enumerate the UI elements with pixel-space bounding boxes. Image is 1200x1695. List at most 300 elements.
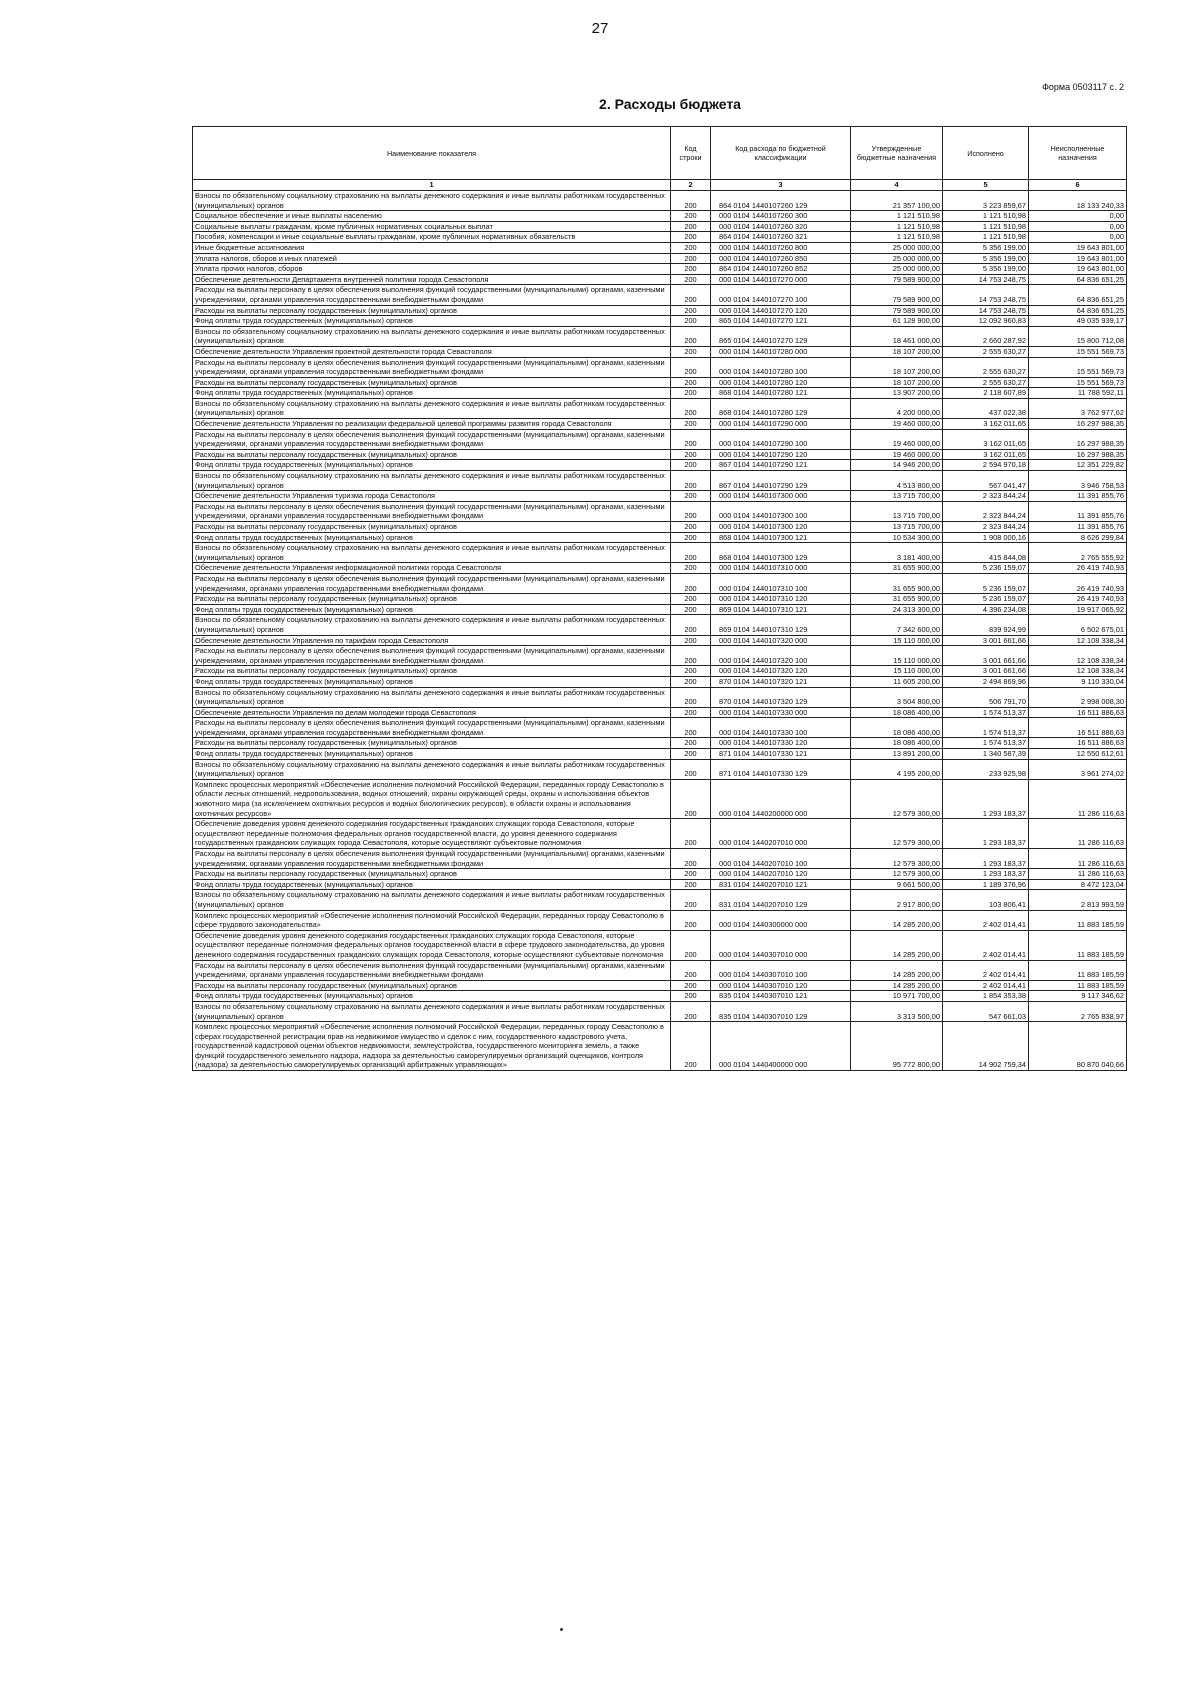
row-name: Расходы на выплаты персоналу в целях обеспечения выполнения функций государственными (муниципальными) органами, казенными учреждениями, органами управления государственными внебюджетными фондами	[193, 357, 671, 377]
row-classification-code: 000 0104 1440300000 000	[711, 910, 851, 930]
row-unexecuted: 16 511 886,63	[1029, 738, 1127, 749]
row-unexecuted: 12 351 229,82	[1029, 460, 1127, 471]
row-approved: 18 107 200,00	[851, 357, 943, 377]
row-unexecuted: 3 946 758,53	[1029, 471, 1127, 491]
row-name: Фонд оплаты труда государственных (муниципальных) органов	[193, 460, 671, 471]
row-name: Социальное обеспечение и иные выплаты населению	[193, 211, 671, 222]
row-line-code: 200	[671, 357, 711, 377]
row-unexecuted: 16 511 886,63	[1029, 718, 1127, 738]
table-row	[193, 522, 1127, 533]
table-row	[193, 191, 1127, 211]
row-executed: 5 356 199,00	[943, 253, 1029, 264]
row-classification-code: 865 0104 1440107270 129	[711, 326, 851, 346]
row-name: Обеспечение деятельности Управления туризма города Севастополя	[193, 491, 671, 502]
row-classification-code: 000 0104 1440107320 120	[711, 666, 851, 677]
row-approved: 4 195 200,00	[851, 759, 943, 779]
row-line-code: 200	[671, 738, 711, 749]
row-classification-code: 000 0104 1440107310 120	[711, 594, 851, 605]
row-unexecuted: 18 133 240,33	[1029, 191, 1127, 211]
row-approved: 2 917 800,00	[851, 890, 943, 910]
row-classification-code: 000 0104 1440107300 100	[711, 501, 851, 521]
row-classification-code: 000 0104 1440207010 100	[711, 849, 851, 869]
row-classification-code: 000 0104 1440107300 120	[711, 522, 851, 533]
row-line-code: 200	[671, 449, 711, 460]
row-name: Фонд оплаты труда государственных (муниципальных) органов	[193, 532, 671, 543]
row-line-code: 200	[671, 563, 711, 574]
row-name: Фонд оплаты труда государственных (муниципальных) органов	[193, 388, 671, 399]
form-code: Форма 0503117 с. 2	[1042, 82, 1124, 92]
row-unexecuted: 3 961 274,02	[1029, 759, 1127, 779]
row-name: Расходы на выплаты персоналу в целях обеспечения выполнения функций государственными (муниципальными) органами, казенными учреждениями, органами управления государственными внебюджетными фондами	[193, 285, 671, 305]
table-row	[193, 305, 1127, 316]
row-approved: 4 200 000,00	[851, 398, 943, 418]
row-executed: 1 189 376,96	[943, 879, 1029, 890]
row-executed: 5 356 199,00	[943, 242, 1029, 253]
row-name: Иные бюджетные ассигнования	[193, 242, 671, 253]
table-row	[193, 221, 1127, 232]
row-executed: 2 118 607,89	[943, 388, 1029, 399]
row-executed: 1 121 510,98	[943, 211, 1029, 222]
row-approved: 1 121 510,98	[851, 211, 943, 222]
row-line-code: 200	[671, 849, 711, 869]
row-approved: 25 000 000,00	[851, 242, 943, 253]
row-name: Взносы по обязательному социальному страхованию на выплаты денежного содержания и иные выплаты работникам государственных (муниципальных) органов	[193, 759, 671, 779]
row-executed: 415 844,08	[943, 543, 1029, 563]
expenses-table	[192, 126, 1127, 1071]
row-unexecuted: 2 813 993,59	[1029, 890, 1127, 910]
row-classification-code: 864 0104 1440107260 129	[711, 191, 851, 211]
row-executed: 2 323 844,24	[943, 522, 1029, 533]
row-unexecuted: 11 286 116,63	[1029, 869, 1127, 880]
table-row	[193, 357, 1127, 377]
table-row	[193, 264, 1127, 275]
row-executed: 12 092 960,83	[943, 316, 1029, 327]
row-classification-code: 869 0104 1440107310 121	[711, 604, 851, 615]
row-approved: 14 946 200,00	[851, 460, 943, 471]
row-executed: 1 293 183,37	[943, 819, 1029, 849]
row-classification-code: 871 0104 1440107330 129	[711, 759, 851, 779]
table-body	[193, 191, 1127, 1071]
row-classification-code: 870 0104 1440107320 129	[711, 687, 851, 707]
row-line-code: 200	[671, 285, 711, 305]
row-line-code: 200	[671, 960, 711, 980]
row-name: Расходы на выплаты персоналу государственных (муниципальных) органов	[193, 980, 671, 991]
column-number: 4	[851, 180, 943, 191]
row-unexecuted: 19 643 801,00	[1029, 242, 1127, 253]
row-unexecuted: 0,00	[1029, 232, 1127, 243]
row-unexecuted: 11 788 592,11	[1029, 388, 1127, 399]
row-classification-code: 869 0104 1440107310 129	[711, 615, 851, 635]
table-row	[193, 646, 1127, 666]
row-line-code: 200	[671, 346, 711, 357]
row-line-code: 200	[671, 666, 711, 677]
row-classification-code: 000 0104 1440107310 000	[711, 563, 851, 574]
row-line-code: 200	[671, 687, 711, 707]
row-unexecuted: 16 297 988,35	[1029, 449, 1127, 460]
row-approved: 10 971 700,00	[851, 991, 943, 1002]
row-name: Обеспечение деятельности Управления проектной деятельности города Севастополя	[193, 346, 671, 357]
row-name: Фонд оплаты труда государственных (муниципальных) органов	[193, 749, 671, 760]
row-approved: 18 107 200,00	[851, 346, 943, 357]
row-unexecuted: 12 108 338,34	[1029, 646, 1127, 666]
row-executed: 3 162 011,65	[943, 449, 1029, 460]
row-executed: 839 924,99	[943, 615, 1029, 635]
row-line-code: 200	[671, 305, 711, 316]
row-line-code: 200	[671, 316, 711, 327]
table-row	[193, 377, 1127, 388]
table-row	[193, 1001, 1127, 1021]
table-row	[193, 738, 1127, 749]
table-row	[193, 930, 1127, 960]
row-approved: 12 579 300,00	[851, 849, 943, 869]
row-line-code: 200	[671, 377, 711, 388]
row-approved: 12 579 300,00	[851, 819, 943, 849]
row-executed: 233 925,98	[943, 759, 1029, 779]
table-row	[193, 532, 1127, 543]
header-executed: Исполнено	[943, 127, 1029, 180]
header-name: Наименование показателя	[193, 127, 671, 180]
header-approved: Утвержденные бюджетные назначения	[851, 127, 943, 180]
row-line-code: 200	[671, 221, 711, 232]
row-unexecuted: 19 643 801,00	[1029, 253, 1127, 264]
row-name: Уплата налогов, сборов и иных платежей	[193, 253, 671, 264]
scan-dot	[560, 1628, 563, 1631]
row-classification-code: 000 0104 1440107280 100	[711, 357, 851, 377]
row-classification-code: 000 0104 1440107260 320	[711, 221, 851, 232]
row-unexecuted: 64 836 651,25	[1029, 285, 1127, 305]
row-line-code: 200	[671, 211, 711, 222]
row-classification-code: 000 0104 1440107320 000	[711, 635, 851, 646]
table-row	[193, 615, 1127, 635]
row-unexecuted: 2 765 838,97	[1029, 1001, 1127, 1021]
row-line-code: 200	[671, 388, 711, 399]
row-classification-code: 831 0104 1440207010 129	[711, 890, 851, 910]
row-executed: 1 574 513,37	[943, 718, 1029, 738]
row-approved: 95 772 800,00	[851, 1022, 943, 1071]
row-classification-code: 864 0104 1440107260 321	[711, 232, 851, 243]
row-name: Уплата прочих налогов, сборов	[193, 264, 671, 275]
row-name: Комплекс процессных мероприятий «Обеспечение исполнения полномочий Российской Федерации, переданных городу Севастополю в сферах государственной регистрации прав на недвижимое имущество и сделок с ним, государственного кадастрового учета, государственной кадастровой оценки объектов недвижимости, землеустройства, государственного мониторинга земель, а также функций государственного земельного надзора, надзора за деятельностью саморегулируемых организаций оценщиков, контроля (надзора) за деятельностью саморегулируемых организаций арбитражных управляющих»	[193, 1022, 671, 1071]
row-name: Фонд оплаты труда государственных (муниципальных) органов	[193, 676, 671, 687]
table-row	[193, 594, 1127, 605]
row-line-code: 200	[671, 869, 711, 880]
row-line-code: 200	[671, 429, 711, 449]
row-name: Расходы на выплаты персоналу в целях обеспечения выполнения функций государственными (муниципальными) органами, казенными учреждениями, органами управления государственными внебюджетными фондами	[193, 429, 671, 449]
row-line-code: 200	[671, 615, 711, 635]
row-unexecuted: 6 502 675,01	[1029, 615, 1127, 635]
row-executed: 2 594 970,18	[943, 460, 1029, 471]
row-name: Социальные выплаты гражданам, кроме публичных нормативных социальных выплат	[193, 221, 671, 232]
row-name: Обеспечение деятельности Управления по реализации федеральной целевой программы развития города Севастополя	[193, 419, 671, 430]
row-name: Расходы на выплаты персоналу в целях обеспечения выполнения функций государственными (муниципальными) органами, казенными учреждениями, органами управления государственными внебюджетными фондами	[193, 849, 671, 869]
row-approved: 31 655 900,00	[851, 594, 943, 605]
column-number: 5	[943, 180, 1029, 191]
row-approved: 19 460 000,00	[851, 419, 943, 430]
row-classification-code: 000 0104 1440107290 000	[711, 419, 851, 430]
row-line-code: 200	[671, 819, 711, 849]
row-unexecuted: 0,00	[1029, 211, 1127, 222]
header-unexecuted: Неисполненные назначения	[1029, 127, 1127, 180]
row-executed: 1 908 000,16	[943, 532, 1029, 543]
table-row	[193, 563, 1127, 574]
row-line-code: 200	[671, 1022, 711, 1071]
row-classification-code: 000 0104 1440400000 000	[711, 1022, 851, 1071]
row-unexecuted: 3 762 977,62	[1029, 398, 1127, 418]
row-unexecuted: 11 391 855,76	[1029, 501, 1127, 521]
row-classification-code: 870 0104 1440107320 121	[711, 676, 851, 687]
row-line-code: 200	[671, 718, 711, 738]
table-row	[193, 346, 1127, 357]
row-executed: 3 223 859,67	[943, 191, 1029, 211]
row-unexecuted: 26 419 740,93	[1029, 594, 1127, 605]
row-name: Расходы на выплаты персоналу в целях обеспечения выполнения функций государственными (муниципальными) органами, казенными учреждениями, органами управления государственными внебюджетными фондами	[193, 501, 671, 521]
row-classification-code: 000 0104 1440107290 100	[711, 429, 851, 449]
row-line-code: 200	[671, 491, 711, 502]
row-approved: 79 589 900,00	[851, 305, 943, 316]
table-row	[193, 316, 1127, 327]
table-row	[193, 501, 1127, 521]
row-name: Обеспечение деятельности Управления по тарифам города Севастополя	[193, 635, 671, 646]
table-row	[193, 718, 1127, 738]
row-classification-code: 000 0104 1440107280 000	[711, 346, 851, 357]
row-name: Расходы на выплаты персоналу государственных (муниципальных) органов	[193, 869, 671, 880]
table-row	[193, 388, 1127, 399]
table-row	[193, 749, 1127, 760]
row-classification-code: 000 0104 1440107260 850	[711, 253, 851, 264]
row-executed: 14 753 248,75	[943, 274, 1029, 285]
row-unexecuted: 49 035 939,17	[1029, 316, 1127, 327]
table-row	[193, 779, 1127, 818]
column-number: 3	[711, 180, 851, 191]
row-unexecuted: 0,00	[1029, 221, 1127, 232]
row-line-code: 200	[671, 232, 711, 243]
row-approved: 14 285 200,00	[851, 910, 943, 930]
row-unexecuted: 9 117 346,62	[1029, 991, 1127, 1002]
row-executed: 1 121 510,98	[943, 221, 1029, 232]
row-classification-code: 871 0104 1440107330 121	[711, 749, 851, 760]
row-classification-code: 867 0104 1440107290 121	[711, 460, 851, 471]
row-approved: 21 357 100,00	[851, 191, 943, 211]
row-executed: 1 293 183,37	[943, 779, 1029, 818]
column-number-row	[193, 180, 1127, 191]
row-unexecuted: 8 626 299,84	[1029, 532, 1127, 543]
row-approved: 1 121 510,98	[851, 232, 943, 243]
row-executed: 5 236 159,07	[943, 594, 1029, 605]
row-approved: 9 661 500,00	[851, 879, 943, 890]
row-executed: 2 402 014,41	[943, 960, 1029, 980]
row-approved: 24 313 300,00	[851, 604, 943, 615]
row-approved: 25 000 000,00	[851, 264, 943, 275]
row-approved: 15 110 000,00	[851, 666, 943, 677]
row-name: Взносы по обязательному социальному страхованию на выплаты денежного содержания и иные выплаты работникам государственных (муниципальных) органов	[193, 191, 671, 211]
row-line-code: 200	[671, 326, 711, 346]
table-row	[193, 635, 1127, 646]
row-approved: 13 715 700,00	[851, 501, 943, 521]
row-line-code: 200	[671, 264, 711, 275]
row-unexecuted: 64 836 651,25	[1029, 274, 1127, 285]
row-approved: 15 110 000,00	[851, 646, 943, 666]
table-row	[193, 398, 1127, 418]
row-approved: 1 121 510,98	[851, 221, 943, 232]
row-executed: 2 494 869,96	[943, 676, 1029, 687]
expenses-table-wrapper	[192, 126, 1126, 1071]
row-executed: 5 236 159,07	[943, 563, 1029, 574]
row-name: Обеспечение деятельности Департамента внутренней политики города Севастополя	[193, 274, 671, 285]
row-line-code: 200	[671, 419, 711, 430]
row-name: Взносы по обязательному социальному страхованию на выплаты денежного содержания и иные выплаты работникам государственных (муниципальных) органов	[193, 1001, 671, 1021]
row-unexecuted: 15 551 569,73	[1029, 377, 1127, 388]
row-executed: 2 323 844,24	[943, 501, 1029, 521]
column-number: 6	[1029, 180, 1127, 191]
table-row	[193, 274, 1127, 285]
row-approved: 18 086 400,00	[851, 707, 943, 718]
row-unexecuted: 9 110 330,04	[1029, 676, 1127, 687]
row-unexecuted: 15 800 712,08	[1029, 326, 1127, 346]
row-executed: 1 293 183,37	[943, 869, 1029, 880]
row-executed: 1 854 353,38	[943, 991, 1029, 1002]
row-executed: 103 806,41	[943, 890, 1029, 910]
row-approved: 18 461 000,00	[851, 326, 943, 346]
row-name: Комплекс процессных мероприятий «Обеспечение исполнения полномочий Российской Федерации, переданных городу Севастополю в сфере трудового законодательства»	[193, 910, 671, 930]
row-unexecuted: 15 551 569,73	[1029, 357, 1127, 377]
column-number: 1	[193, 180, 671, 191]
table-row	[193, 879, 1127, 890]
table-row	[193, 211, 1127, 222]
row-name: Обеспечение деятельности Управления информационной политики города Севастополя	[193, 563, 671, 574]
table-row	[193, 980, 1127, 991]
row-unexecuted: 80 870 040,66	[1029, 1022, 1127, 1071]
row-approved: 14 285 200,00	[851, 930, 943, 960]
row-unexecuted: 11 391 855,76	[1029, 522, 1127, 533]
row-name: Пособия, компенсации и иные социальные выплаты гражданам, кроме публичных нормативных обязательств	[193, 232, 671, 243]
table-row	[193, 604, 1127, 615]
row-name: Расходы на выплаты персоналу государственных (муниципальных) органов	[193, 594, 671, 605]
row-name: Расходы на выплаты персоналу в целях обеспечения выполнения функций государственными (муниципальными) органами, казенными учреждениями, органами управления государственными внебюджетными фондами	[193, 573, 671, 593]
row-line-code: 200	[671, 749, 711, 760]
row-name: Обеспечение доведения уровня денежного содержания государственных гражданских служащих города Севастополя, которые осуществляют переданные полномочия федеральных органов государственной власти в сфере трудового законодательства, до уровня денежного содержания государственных гражданских служащих города Севастополя, которые осуществляют субъектовые полномочия	[193, 930, 671, 960]
row-executed: 567 041,47	[943, 471, 1029, 491]
row-classification-code: 000 0104 1440207010 000	[711, 819, 851, 849]
row-name: Взносы по обязательному социальному страхованию на выплаты денежного содержания и иные выплаты работникам государственных (муниципальных) органов	[193, 890, 671, 910]
row-unexecuted: 16 297 988,35	[1029, 429, 1127, 449]
table-row	[193, 326, 1127, 346]
row-approved: 31 655 900,00	[851, 573, 943, 593]
table-row	[193, 242, 1127, 253]
row-approved: 14 285 200,00	[851, 980, 943, 991]
row-name: Фонд оплаты труда государственных (муниципальных) органов	[193, 316, 671, 327]
row-classification-code: 835 0104 1440307010 129	[711, 1001, 851, 1021]
row-classification-code: 867 0104 1440107290 129	[711, 471, 851, 491]
row-classification-code: 000 0104 1440307010 000	[711, 930, 851, 960]
row-classification-code: 835 0104 1440307010 121	[711, 991, 851, 1002]
row-classification-code: 000 0104 1440107300 000	[711, 491, 851, 502]
row-unexecuted: 2 998 008,30	[1029, 687, 1127, 707]
table-row	[193, 687, 1127, 707]
row-name: Взносы по обязательному социальному страхованию на выплаты денежного содержания и иные выплаты работникам государственных (муниципальных) органов	[193, 687, 671, 707]
table-row	[193, 573, 1127, 593]
row-approved: 12 579 300,00	[851, 869, 943, 880]
table-row	[193, 910, 1127, 930]
row-unexecuted: 15 551 569,73	[1029, 346, 1127, 357]
row-line-code: 200	[671, 890, 711, 910]
row-unexecuted: 12 108 338,34	[1029, 666, 1127, 677]
row-approved: 13 715 700,00	[851, 491, 943, 502]
table-row	[193, 460, 1127, 471]
row-classification-code: 000 0104 1440200000 000	[711, 779, 851, 818]
table-row	[193, 419, 1127, 430]
row-name: Расходы на выплаты персоналу государственных (муниципальных) органов	[193, 522, 671, 533]
row-line-code: 200	[671, 191, 711, 211]
row-line-code: 200	[671, 522, 711, 533]
row-line-code: 200	[671, 646, 711, 666]
row-executed: 2 555 630,27	[943, 377, 1029, 388]
table-row	[193, 543, 1127, 563]
table-row	[193, 1022, 1127, 1071]
row-line-code: 200	[671, 543, 711, 563]
row-name: Расходы на выплаты персоналу государственных (муниципальных) органов	[193, 666, 671, 677]
row-line-code: 200	[671, 779, 711, 818]
row-line-code: 200	[671, 980, 711, 991]
row-approved: 7 342 600,00	[851, 615, 943, 635]
row-line-code: 200	[671, 460, 711, 471]
table-row	[193, 707, 1127, 718]
row-unexecuted: 16 297 988,35	[1029, 419, 1127, 430]
row-line-code: 200	[671, 604, 711, 615]
row-executed: 2 555 630,27	[943, 346, 1029, 357]
row-line-code: 200	[671, 471, 711, 491]
row-name: Взносы по обязательному социальному страхованию на выплаты денежного содержания и иные выплаты работникам государственных (муниципальных) органов	[193, 543, 671, 563]
row-approved: 79 589 900,00	[851, 285, 943, 305]
row-executed: 3 001 661,66	[943, 666, 1029, 677]
row-line-code: 200	[671, 274, 711, 285]
row-line-code: 200	[671, 759, 711, 779]
row-approved: 18 086 400,00	[851, 738, 943, 749]
table-row	[193, 991, 1127, 1002]
row-name: Взносы по обязательному социальному страхованию на выплаты денежного содержания и иные выплаты работникам государственных (муниципальных) органов	[193, 471, 671, 491]
row-classification-code: 000 0104 1440107280 120	[711, 377, 851, 388]
row-approved: 4 513 800,00	[851, 471, 943, 491]
column-number: 2	[671, 180, 711, 191]
row-unexecuted: 26 419 740,93	[1029, 573, 1127, 593]
row-executed: 1 574 513,37	[943, 738, 1029, 749]
row-line-code: 200	[671, 676, 711, 687]
row-approved: 25 000 000,00	[851, 253, 943, 264]
row-unexecuted: 11 391 855,76	[1029, 491, 1127, 502]
row-executed: 2 555 630,27	[943, 357, 1029, 377]
row-classification-code: 868 0104 1440107300 129	[711, 543, 851, 563]
row-classification-code: 831 0104 1440207010 121	[711, 879, 851, 890]
row-classification-code: 000 0104 1440107270 120	[711, 305, 851, 316]
row-line-code: 200	[671, 930, 711, 960]
row-executed: 547 661,03	[943, 1001, 1029, 1021]
row-executed: 2 402 014,41	[943, 910, 1029, 930]
table-row	[193, 491, 1127, 502]
page-number: 27	[591, 20, 609, 37]
row-classification-code: 000 0104 1440107320 100	[711, 646, 851, 666]
row-executed: 2 402 014,41	[943, 930, 1029, 960]
row-classification-code: 000 0104 1440107310 100	[711, 573, 851, 593]
row-line-code: 200	[671, 242, 711, 253]
row-executed: 2 323 844,24	[943, 491, 1029, 502]
row-classification-code: 000 0104 1440107330 000	[711, 707, 851, 718]
row-name: Расходы на выплаты персоналу в целях обеспечения выполнения функций государственными (муниципальными) органами, казенными учреждениями, органами управления государственными внебюджетными фондами	[193, 960, 671, 980]
row-classification-code: 000 0104 1440107260 300	[711, 211, 851, 222]
row-executed: 2 402 014,41	[943, 980, 1029, 991]
row-unexecuted: 2 765 555,92	[1029, 543, 1127, 563]
row-line-code: 200	[671, 879, 711, 890]
row-classification-code: 868 0104 1440107280 121	[711, 388, 851, 399]
table-row	[193, 960, 1127, 980]
